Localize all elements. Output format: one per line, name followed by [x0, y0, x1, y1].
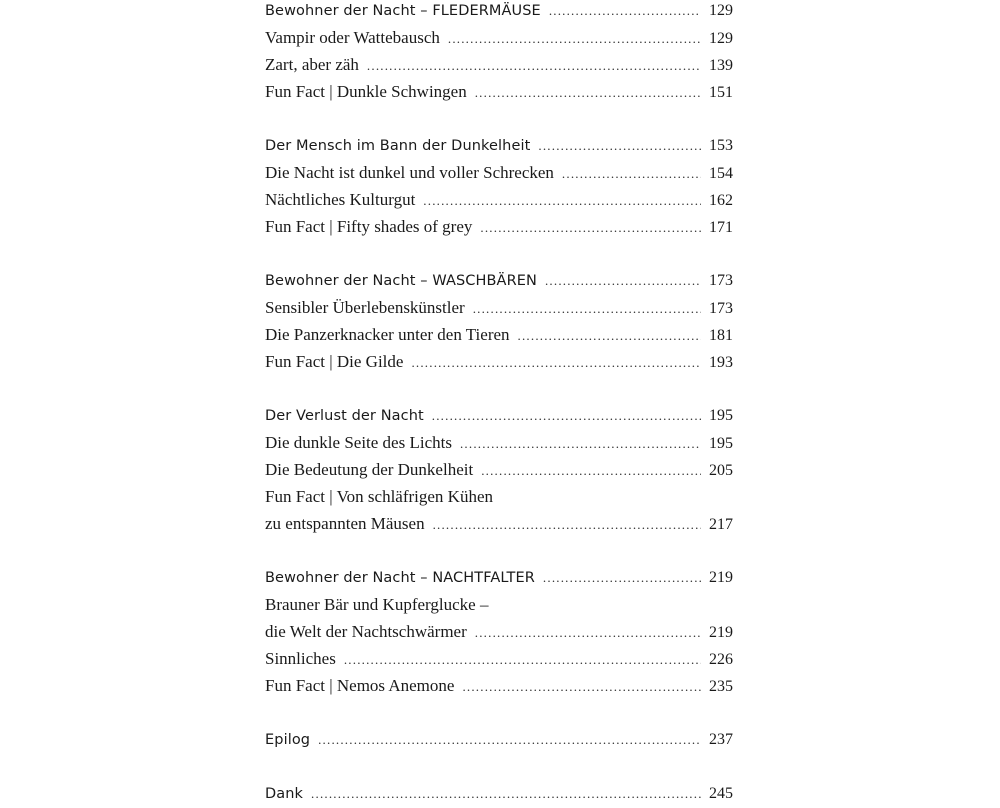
toc-page-number: 173	[709, 300, 733, 317]
toc-entry[interactable]	[265, 672, 733, 699]
toc-entry[interactable]	[265, 24, 733, 51]
toc-section-heading[interactable]	[265, 780, 733, 807]
toc-page-number: 195	[709, 407, 733, 424]
toc-entry[interactable]	[265, 429, 733, 456]
toc-entry[interactable]	[265, 186, 733, 213]
toc-page-number: 162	[709, 192, 733, 209]
dot-leader	[460, 430, 701, 457]
toc-page-number: 129	[709, 2, 733, 19]
dot-leader	[344, 646, 701, 673]
dot-leader	[475, 619, 701, 646]
toc-entry-title: Bewohner der Nacht – WASCHBÄREN	[265, 273, 537, 289]
toc-entry[interactable]	[265, 348, 733, 375]
toc-entry-title: Fun Fact | Nemos Anemone	[265, 676, 455, 695]
dot-leader	[562, 160, 701, 187]
toc-page-number: 151	[709, 84, 733, 101]
toc-entry-title: Fun Fact | Dunkle Schwingen	[265, 82, 467, 101]
toc-page-number: 193	[709, 354, 733, 371]
dot-leader	[473, 295, 701, 322]
toc-page-number: 219	[709, 624, 733, 641]
toc-entry-title: die Welt der Nachtschwärmer	[265, 622, 467, 641]
toc-entry[interactable]	[265, 510, 733, 537]
toc-entry-title: Sensibler Überlebenskünstler	[265, 298, 465, 317]
dot-leader	[318, 726, 701, 753]
toc-entry[interactable]	[265, 78, 733, 105]
table-of-contents	[265, 0, 733, 807]
dot-leader	[367, 52, 701, 79]
toc-entry[interactable]	[265, 618, 733, 645]
dot-leader	[462, 673, 701, 700]
toc-page-number: 195	[709, 435, 733, 452]
toc-section-heading[interactable]	[265, 726, 733, 753]
toc-entry[interactable]	[265, 159, 733, 186]
dot-leader	[518, 322, 701, 349]
toc-section-heading[interactable]	[265, 0, 733, 24]
toc-entry[interactable]	[265, 51, 733, 78]
toc-entry-title: zu entspannten Mäusen	[265, 514, 425, 533]
toc-page-number: 245	[709, 785, 733, 802]
toc-entry-title: Der Verlust der Nacht	[265, 408, 424, 424]
dot-leader	[543, 564, 701, 591]
toc-section-heading[interactable]	[265, 564, 733, 591]
dot-leader	[481, 457, 701, 484]
toc-entry-title: Epilog	[265, 732, 311, 748]
toc-entry-title: Vampir oder Wattebausch	[265, 28, 440, 47]
toc-page-number: 129	[709, 30, 733, 47]
toc-entry-title: Dank	[265, 786, 304, 802]
dot-leader	[448, 25, 701, 52]
toc-entry-title: Fun Fact | Von schläfrigen Kühen	[265, 487, 493, 506]
dot-leader	[311, 780, 701, 807]
toc-entry-title: Die Bedeutung der Dunkelheit	[265, 460, 474, 479]
toc-entry-title: Die dunkle Seite des Lichts	[265, 433, 452, 452]
toc-entry-title: Die Nacht ist dunkel und voller Schrecken	[265, 163, 554, 182]
dot-leader	[545, 267, 701, 294]
toc-entry-title: Die Panzerknacker unter den Tieren	[265, 325, 510, 344]
toc-entry-title: Der Mensch im Bann der Dunkelheit	[265, 138, 531, 154]
toc-section-heading[interactable]	[265, 402, 733, 429]
toc-entry-title: Bewohner der Nacht – FLEDERMÄUSE	[265, 3, 541, 19]
toc-entry-title: Bewohner der Nacht – NACHTFALTER	[265, 570, 535, 586]
toc-entry[interactable]	[265, 213, 733, 240]
toc-page-number: 154	[709, 165, 733, 182]
toc-page-number: 226	[709, 651, 733, 668]
toc-page-number: 171	[709, 219, 733, 236]
toc-entry-title: Fun Fact | Die Gilde	[265, 352, 404, 371]
toc-entry[interactable]	[265, 456, 733, 483]
dot-leader	[432, 402, 701, 429]
toc-page-number: 153	[709, 137, 733, 154]
toc-page-number: 139	[709, 57, 733, 74]
toc-entry[interactable]	[265, 645, 733, 672]
toc-entry-title: Brauner Bär und Kupferglucke –	[265, 595, 489, 614]
dot-leader	[480, 214, 701, 241]
dot-leader	[423, 187, 701, 214]
toc-page-number: 173	[709, 272, 733, 289]
toc-entry-title: Zart, aber zäh	[265, 55, 359, 74]
toc-entry-title: Fun Fact | Fifty shades of grey	[265, 217, 473, 236]
toc-page-number: 205	[709, 462, 733, 479]
toc-entry[interactable]	[265, 294, 733, 321]
toc-entry-title: Sinnliches	[265, 649, 336, 668]
toc-page-number: 181	[709, 327, 733, 344]
toc-entry[interactable]	[265, 591, 733, 618]
dot-leader	[549, 0, 701, 24]
toc-section-heading[interactable]	[265, 267, 733, 294]
toc-page-number: 217	[709, 516, 733, 533]
dot-leader	[433, 511, 701, 538]
dot-leader	[411, 349, 701, 376]
toc-section-heading[interactable]	[265, 132, 733, 159]
toc-page-number: 237	[709, 731, 733, 748]
toc-page-number: 219	[709, 569, 733, 586]
dot-leader	[475, 79, 701, 106]
toc-entry[interactable]	[265, 321, 733, 348]
toc-entry-title: Nächtliches Kulturgut	[265, 190, 416, 209]
dot-leader	[538, 132, 701, 159]
toc-entry[interactable]	[265, 483, 733, 510]
toc-page-number: 235	[709, 678, 733, 695]
